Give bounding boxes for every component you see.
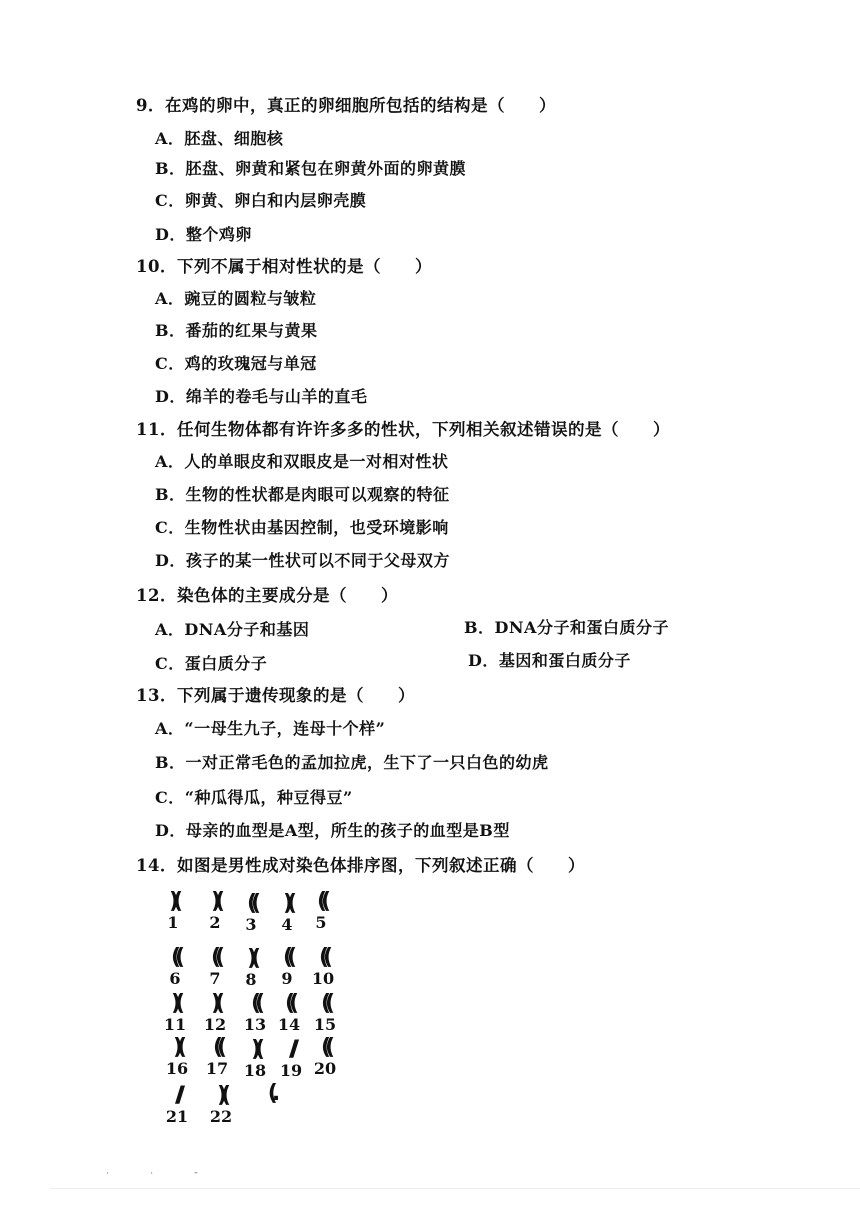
chromosome-pair-22 — [206, 1084, 236, 1126]
chromosome-glyph: (( — [316, 889, 326, 914]
chromosome-pair-9 — [272, 946, 302, 988]
chromosome-pair-2 — [200, 890, 230, 932]
question-9-stem: 9．在鸡的卵中，真正的卵细胞所包括的结构是（ ） — [136, 96, 556, 115]
chromosome-glyph: (( — [320, 991, 330, 1016]
chromosome-glyph: (( — [320, 1035, 330, 1060]
chromosome-glyph: )( — [210, 889, 220, 914]
chromosome-glyph: )( — [216, 1083, 226, 1108]
chromosome-pair-18 — [240, 1038, 270, 1080]
chromosome-pair-6 — [160, 946, 190, 988]
chromosome-glyph: (( — [212, 1035, 222, 1060]
chromosome-glyph: (( — [250, 991, 260, 1016]
chromosome-number: 2 — [209, 913, 221, 932]
chromosome-number: 1 — [167, 913, 179, 932]
chromosome-number: 15 — [313, 1015, 337, 1034]
chromosome-glyph: )( — [210, 991, 220, 1016]
chromosome-number: 14 — [277, 1015, 301, 1034]
question-11-option-b: B．生物的性状都是肉眼可以观察的特征 — [155, 485, 450, 504]
chromosome-glyph: (. — [267, 1081, 275, 1106]
chromosome-pair-15 — [310, 992, 340, 1034]
chromosome-pair-16 — [162, 1036, 192, 1078]
chromosome-pair-17 — [202, 1036, 232, 1078]
chromosome-glyph: (( — [282, 945, 292, 970]
question-9-option-d: D．整个鸡卵 — [155, 225, 252, 244]
chromosome-pair-1 — [158, 890, 188, 932]
chromosome-glyph: (( — [318, 945, 328, 970]
chromosome-number: 22 — [209, 1107, 233, 1126]
chromosome-number: 17 — [205, 1059, 229, 1078]
chromosome-number: 18 — [243, 1061, 267, 1080]
question-13-option-c: C．“种瓜得瓜，种豆得豆” — [155, 788, 353, 807]
chromosome-number: 7 — [209, 969, 221, 988]
question-11-option-c: C．生物性状由基因控制，也受环境影响 — [155, 518, 449, 537]
chromosome-glyph: (( — [284, 991, 294, 1016]
question-12-stem: 12．染色体的主要成分是（ ） — [136, 586, 398, 605]
page-edge-divider — [50, 1188, 860, 1189]
chromosome-pair-14 — [274, 992, 304, 1034]
question-14-stem: 14．如图是男性成对染色体排序图，下列叙述正确（ ） — [136, 856, 585, 875]
question-10-stem: 10．下列不属于相对性状的是（ ） — [136, 257, 432, 276]
chromosome-number: 6 — [169, 969, 181, 988]
chromosome-pair-7 — [200, 946, 230, 988]
chromosome-glyph: )( — [246, 946, 256, 971]
chromosome-number: 3 — [245, 915, 257, 934]
chromosome-pair-8 — [236, 947, 266, 989]
question-12-option-b: B．DNA分子和蛋白质分子 — [464, 618, 669, 637]
chromosome-number: 5 — [315, 913, 327, 932]
chromosome-number: 12 — [203, 1015, 227, 1034]
question-12-option-d: D．基因和蛋白质分子 — [468, 651, 631, 670]
chromosome-number: 16 — [165, 1059, 189, 1078]
chromosome-pair-12 — [200, 992, 230, 1034]
chromosome-pair-10 — [308, 946, 338, 988]
chromosome-glyph: )( — [168, 889, 178, 914]
question-13-option-b: B．一对正常毛色的孟加拉虎，生下了一只白色的幼虎 — [155, 753, 549, 772]
question-12-option-a: A．DNA分子和基因 — [155, 620, 310, 639]
chromosome-pair-5 — [306, 890, 336, 932]
chromosome-pair-11 — [160, 992, 190, 1034]
chromosome-number: 4 — [281, 915, 293, 934]
chromosome-glyph: )( — [282, 891, 292, 916]
question-13-option-d: D．母亲的血型是A型，所生的孩子的血型是B型 — [155, 821, 510, 840]
question-11-stem: 11．任何生物体都有许许多多的性状，下列相关叙述错误的是（ ） — [136, 420, 670, 439]
question-13-option-a: A．“一母生九子，连母十个样” — [155, 719, 386, 738]
chromosome-number: 20 — [313, 1059, 337, 1078]
chromosome-glyph: (( — [246, 891, 256, 916]
chromosome-number: 10 — [311, 969, 335, 988]
chromosome-pair-20 — [310, 1036, 340, 1078]
karyotype-figure — [150, 890, 350, 1130]
chromosome-number: 9 — [281, 969, 293, 988]
chromosome-pair-4 — [272, 892, 302, 934]
chromosome-number: 11 — [163, 1015, 187, 1034]
question-10-option-d: D．绵羊的卷毛与山羊的直毛 — [155, 387, 368, 406]
chromosome-pair-3 — [236, 892, 266, 934]
question-9-option-c: C．卵黄、卵白和内层卵壳膜 — [155, 191, 367, 210]
chromosome-pair-21 — [162, 1084, 192, 1126]
question-10-option-b: B．番茄的红果与黄果 — [155, 321, 318, 340]
chromosome-glyph: )( — [170, 991, 180, 1016]
question-11-option-d: D．孩子的某一性状可以不同于父母双方 — [155, 551, 450, 570]
chromosome-glyph: )( — [250, 1037, 260, 1062]
question-10-option-c: C．鸡的玫瑰冠与单冠 — [155, 354, 317, 373]
chromosome-glyph: // — [174, 1083, 180, 1108]
question-9-option-b: B．胚盘、卵黄和紧包在卵黄外面的卵黄膜 — [155, 159, 467, 178]
chromosome-glyph: (( — [170, 945, 180, 970]
chromosome-pair-13 — [240, 992, 270, 1034]
chromosome-number: 8 — [245, 970, 257, 989]
question-9-option-a: A．胚盘、细胞核 — [155, 129, 284, 148]
chromosome-number: 13 — [243, 1015, 267, 1034]
chromosome-number: 19 — [279, 1061, 303, 1080]
chromosome-number: 21 — [165, 1107, 189, 1126]
chromosome-glyph: // — [288, 1037, 294, 1062]
question-12-option-c: C．蛋白质分子 — [155, 654, 268, 673]
sex-chromosomes-xy — [256, 1082, 286, 1106]
question-10-option-a: A．豌豆的圆粒与皱粒 — [155, 289, 317, 308]
chromosome-glyph: (( — [210, 945, 220, 970]
question-11-option-a: A．人的单眼皮和双眼皮是一对相对性状 — [155, 452, 449, 471]
page-mark: ˙ ˙ ˉ — [105, 1172, 217, 1183]
chromosome-glyph: )( — [172, 1035, 182, 1060]
question-13-stem: 13．下列属于遗传现象的是（ ） — [136, 686, 415, 705]
chromosome-pair-19 — [276, 1038, 306, 1080]
